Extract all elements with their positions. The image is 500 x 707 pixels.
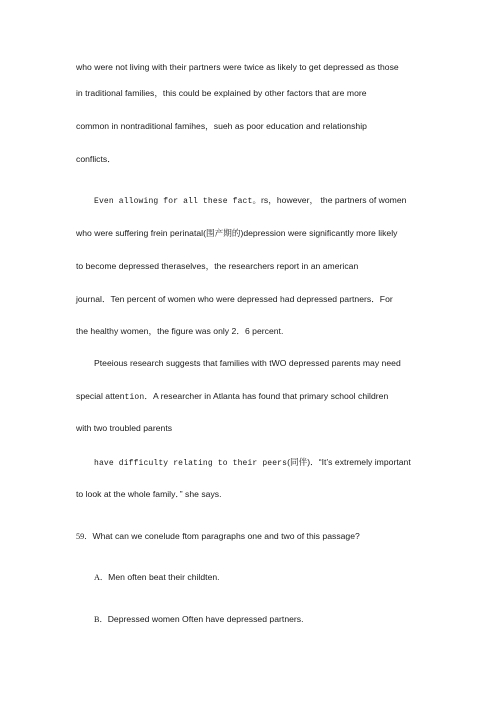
paragraph-4-line-2: to look at the whole family．” she says. bbox=[76, 489, 222, 499]
paragraph-2-line-1-start: Even allowing for all these fact bbox=[94, 197, 253, 206]
paragraph-3-line-2-end: ．A researcher in Atlanta has found that primary school children bbox=[144, 391, 389, 401]
paragraph-2-line-3: to become depressed theraselves，the researchers report in an american bbox=[76, 261, 359, 271]
paragraph-4-line-1-start: have difficulty relating to their peers bbox=[94, 459, 288, 468]
paragraph-3-line-2-start: special atten bbox=[76, 391, 125, 401]
paragraph-1-line-3: common in nontraditional famihes，sueh as poor education and relationship bbox=[76, 121, 367, 131]
option-b-text: Depressed women Often have depressed partners. bbox=[107, 614, 304, 624]
option-a-text: Men often beat their childten. bbox=[108, 572, 220, 582]
option-a-letter: A． bbox=[94, 573, 109, 582]
option-a bbox=[94, 571, 220, 584]
paragraph-2-line-4: journal．Ten percent of women who were depressed had depressed partners．For bbox=[76, 294, 393, 304]
paragraph-3-line-2 bbox=[76, 390, 388, 404]
paragraph-2-line-2: who were suffering frein perinatal(围产期的)depression were significantly more likely bbox=[76, 228, 398, 238]
paragraph-1-line-2: in traditional families，this could be explained by other factors that are more bbox=[76, 88, 367, 98]
paragraph-3-line-3: with two troubled parents bbox=[76, 423, 173, 433]
option-b bbox=[94, 613, 304, 626]
paragraph-2-line-1-end: 。rs，however， the partners of women bbox=[252, 195, 407, 205]
paragraph-1-line-4: conflicts． bbox=[76, 154, 116, 164]
question-59 bbox=[76, 530, 360, 543]
paragraph-2-line-5: the healthy women，the figure was only 2．6 percent. bbox=[76, 326, 284, 336]
option-b-letter: B． bbox=[94, 615, 108, 624]
paragraph-3-line-2-mono: tion bbox=[124, 393, 145, 402]
paragraph-4-line-1 bbox=[94, 456, 411, 470]
paragraph-4-line-1-end: (同伴)．“It’s extremely important bbox=[287, 457, 411, 467]
question-number: 59． bbox=[76, 532, 93, 541]
paragraph-1-line-1: who were not living with their partners were twice as likely to get depressed as those bbox=[76, 62, 399, 72]
paragraph-2-line-1 bbox=[94, 194, 406, 208]
paragraph-3-line-1: Pteeious research suggests that families with tWO depressed parents may need bbox=[94, 358, 401, 368]
question-text: What can we conelude ftom paragraphs one and two of this passage? bbox=[92, 531, 360, 541]
